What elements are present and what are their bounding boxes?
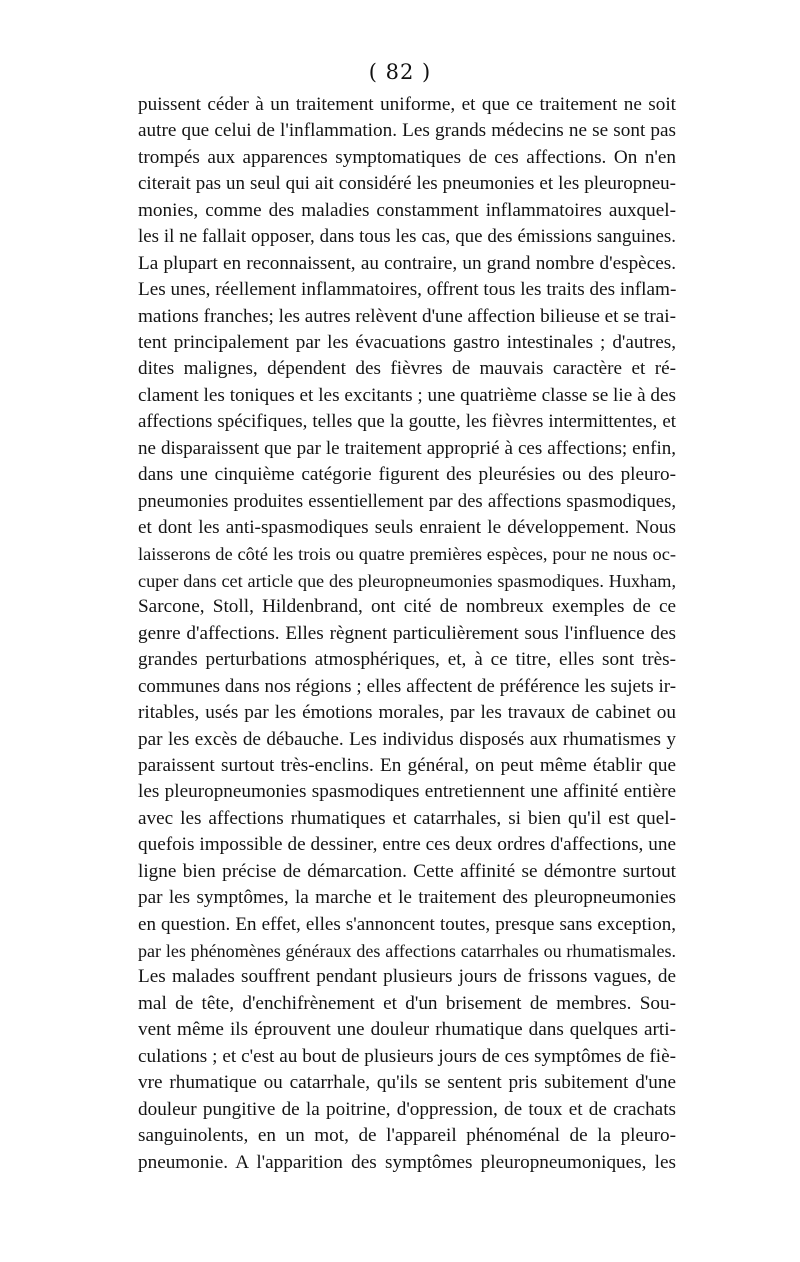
text-line: et dont les anti-spasmodiques seuls enraient le développement. Nous [138,517,676,538]
text-line: ritables, usés par les émotions morales, par les travaux de cabinet ou [138,702,676,724]
text-line: douleur pungitive de la poitrine, d'oppression, de toux et de crachats [138,1098,676,1120]
text-line: La plupart en reconnaissent, au contraire, un grand nombre d'espèces. [138,252,676,274]
text-line: puissent céder à un traitement uniforme, et que ce traitement ne soit [138,94,676,115]
text-line: en question. En effet, elles s'annoncent toutes, presque sans exception, [138,913,676,935]
text-line: vre rhumatique ou catarrhale, qu'ils se sentent pris subitement d'une [138,1072,676,1094]
text-line: quefois impossible de dessiner, entre ces deux ordres d'affections, une [138,834,676,856]
text-line: mal de tête, d'enchifrènement et d'un brisement de membres. Sou- [138,992,676,1014]
text-line: trompés aux apparences symptomatiques de ces affections. On n'en [138,146,676,168]
body-text [138,92,676,1176]
text-line: autre que celui de l'inflammation. Les grands médecins ne se sont pas [138,120,676,142]
text-line: par les phénomènes généraux des affections catarrhales ou rhumatismales. [138,941,676,961]
text-line: avec les affections rhumatiques et catarrhales, si bien qu'il est quel- [138,807,676,829]
text-line: les il ne fallait opposer, dans tous les cas, que des émissions sanguines. [138,226,676,248]
text-line: genre d'affections. Elles règnent particulièrement sous l'influence des [138,622,676,644]
text-line: Sarcone, Stoll, Hildenbrand, ont cité de nombreux exemples de ce [138,596,676,618]
text-line: pneumonie. A l'apparition des symptômes pleuropneumoniques, les [138,1151,676,1173]
text-line: sanguinolents, en un mot, de l'appareil phénoménal de la pleuro- [138,1125,676,1147]
text-line: culations ; et c'est au bout de plusieurs jours de ces symptômes de fiè- [138,1045,676,1067]
text-line: clament les toniques et les excitants ; une quatrième classe se lie à des [138,384,676,406]
text-line: par les symptômes, la marche et le traitement des pleuropneumonies [138,887,676,909]
text-line: dans une cinquième catégorie figurent des pleurésies ou des pleuro- [138,464,676,486]
text-line: affections spécifiques, telles que la goutte, les fièvres intermittentes, et [138,411,676,433]
text-line: les pleuropneumonies spasmodiques entretiennent une affinité entière [138,781,676,803]
text-line: laisserons de côté les trois ou quatre premières espèces, pour ne nous oc- [138,544,676,565]
text-line: monies, comme des maladies constamment inflammatoires auxquel- [138,199,676,221]
text-line: Les unes, réellement inflammatoires, offrent tous les traits des inflam- [138,279,677,301]
page-number: ( 82 ) [368,60,432,84]
text-line: mations franches; les autres relèvent d'une affection bilieuse et se trai- [138,305,677,327]
text-line: paraissent surtout très-enclins. En général, on peut même établir que [138,754,676,776]
text-line: ne disparaissent que par le traitement approprié à ces affections; enfin, [138,437,676,459]
text-line: Les malades souffrent pendant plusieurs jours de frissons vagues, de [138,966,676,988]
text-line: tent principalement par les évacuations gastro intestinales ; d'autres, [138,331,676,353]
text-line: ligne bien précise de démarcation. Cette affinité se démontre surtout [138,860,676,882]
text-line: vent même ils éprouvent une douleur rhumatique dans quelques arti- [138,1019,676,1041]
text-line: cuper dans cet article que des pleuropneumonies spasmodiques. Huxham, [138,570,676,591]
text-line: par les excès de débauche. Les individus disposés aux rhumatismes y [138,728,676,750]
text-line: grandes perturbations atmosphériques, et, à ce titre, elles sont très- [138,649,676,671]
text-line: communes dans nos régions ; elles affectent de préférence les sujets ir- [138,675,676,697]
text-line: dites malignes, dépendent des fièvres de mauvais caractère et ré- [138,358,676,380]
text-line: citerait pas un seul qui ait considéré les pneumonies et les pleuropneu- [138,173,676,195]
text-line: pneumonies produites essentiellement par des affections spasmodiques, [138,490,676,512]
